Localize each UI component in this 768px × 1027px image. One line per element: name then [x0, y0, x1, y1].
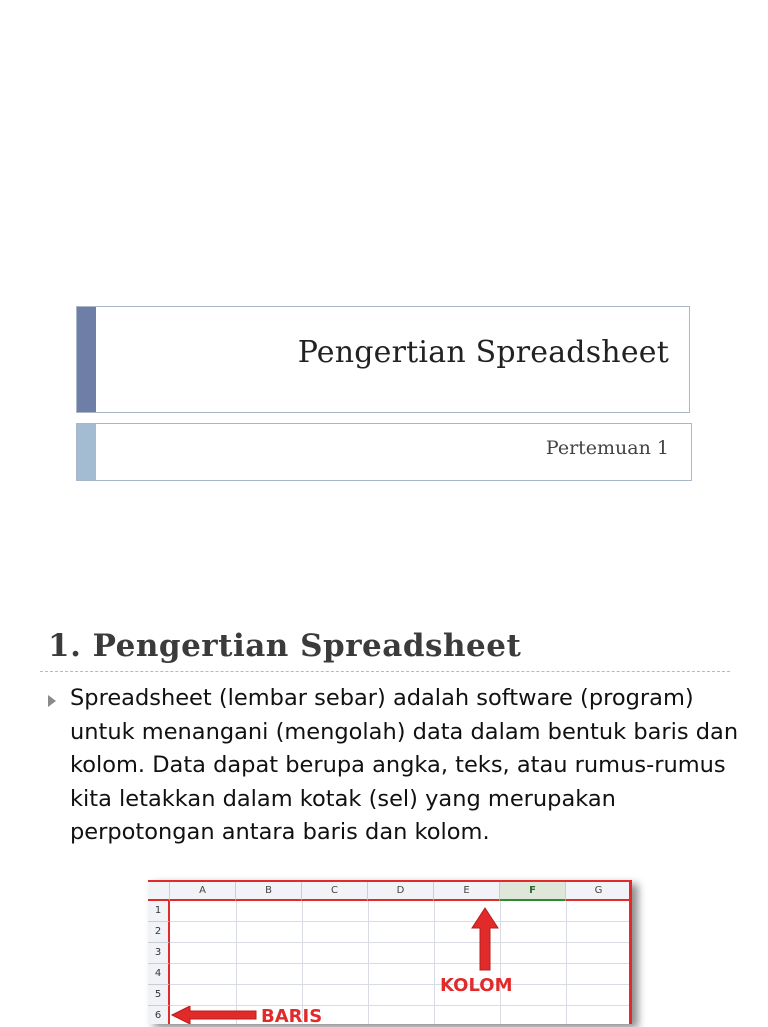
grid-line	[170, 963, 629, 964]
grid-line	[170, 921, 629, 922]
row-header-6: 6	[148, 1006, 170, 1024]
slide-subtitle: Pertemuan 1	[545, 437, 669, 459]
paragraph-line: kita letakkan dalam kotak (sel) yang merupakan	[70, 785, 616, 812]
sheet-corner	[148, 880, 170, 901]
left-arrow-icon	[170, 1006, 260, 1024]
grid-line	[170, 942, 629, 943]
kolom-label: KOLOM	[440, 975, 513, 996]
title-box	[76, 306, 690, 413]
paragraph-line: untuk menangani (mengolah) data dalam bentuk baris dan	[70, 718, 739, 745]
bullet-paragraph	[70, 682, 739, 850]
column-header-a: A	[170, 882, 236, 901]
subtitle-box	[76, 423, 692, 481]
row-header-4: 4	[148, 964, 170, 985]
column-header-d: D	[368, 882, 434, 901]
spreadsheet-figure	[148, 880, 632, 1024]
baris-label: BARIS	[261, 1006, 323, 1027]
row-header-1: 1	[148, 901, 170, 922]
column-header-f-selected: F	[500, 882, 566, 901]
section-heading: 1. Pengertian Spreadsheet	[48, 628, 522, 664]
triangle-bullet-icon	[48, 695, 56, 707]
row-header-5: 5	[148, 985, 170, 1006]
paragraph-line: Spreadsheet (lembar sebar) adalah software (program)	[70, 685, 694, 711]
title-accent-bar	[77, 307, 96, 412]
paragraph-line: perpotongan antara baris dan kolom.	[70, 819, 490, 846]
column-header-e: E	[434, 882, 500, 901]
slide-title: Pengertian Spreadsheet	[297, 335, 669, 370]
column-header-g: G	[566, 882, 632, 901]
heading-divider	[40, 671, 730, 672]
up-arrow-icon	[470, 906, 500, 974]
column-header-b: B	[236, 882, 302, 901]
sheet-right-highlight	[629, 880, 632, 1024]
grid-line	[170, 984, 629, 985]
paragraph-line: kolom. Data dapat berupa angka, teks, atau rumus-rumus	[70, 752, 726, 779]
row-header-2: 2	[148, 922, 170, 943]
column-header-c: C	[302, 882, 368, 901]
subtitle-accent-bar	[77, 424, 96, 480]
row-header-3: 3	[148, 943, 170, 964]
